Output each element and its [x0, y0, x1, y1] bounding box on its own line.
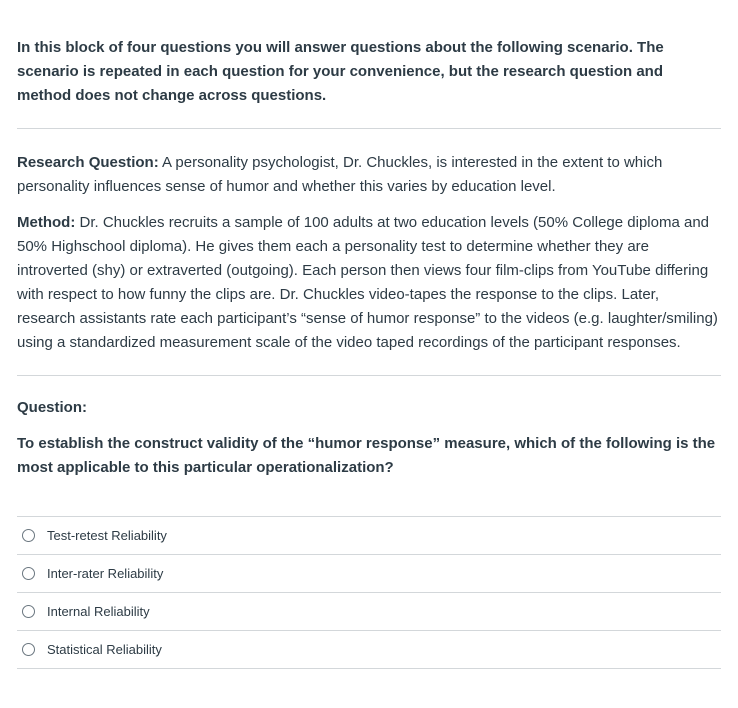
research-question-label: Research Question:	[17, 154, 159, 171]
answer-label: Test-retest Reliability	[47, 527, 167, 543]
radio-button[interactable]	[22, 529, 35, 542]
answer-option-internal[interactable]	[17, 593, 721, 631]
answer-label: Internal Reliability	[47, 603, 150, 619]
block-intro: In this block of four questions you will answer questions about the following scenario. The scenario is repeated in each question for your convenience, but the research question and method does not change across questions.	[17, 39, 664, 104]
question-label: Question:	[17, 399, 87, 416]
radio-button[interactable]	[22, 567, 35, 580]
question-text: To establish the construct validity of the “humor response” measure, which of the following is the most applicable to this particular operationalization?	[17, 435, 716, 476]
answer-label: Inter-rater Reliability	[47, 565, 164, 581]
radio-button[interactable]	[22, 643, 35, 656]
answer-option-test-retest[interactable]	[17, 517, 721, 555]
scenario	[17, 151, 721, 355]
research-question	[17, 151, 721, 199]
research-question-text: A personality psychologist, Dr. Chuckles, is interested in the extent to which personality influences sense of humor and whether this varies by education level.	[17, 154, 663, 195]
method-label: Method:	[17, 214, 76, 231]
answer-options	[17, 516, 721, 669]
divider	[17, 128, 721, 129]
method-text: Dr. Chuckles recruits a sample of 100 adults at two education levels (50% College diploma and 50% Highschool diploma). He gives them each a personality test to determine whether they are introverted (shy) or extraverted (outgoing). Each person then views four film-clips from YouTube differing with respect to how funny the clips are. Dr. Chuckles video-tapes the response to the clips. Later, research assistants rate each participant’s “sense of humor response” to the videos (e.g. laughter/smiling) using a standardized measurement scale of the video taped recordings of the participant responses.	[17, 214, 718, 351]
radio-button[interactable]	[22, 605, 35, 618]
answer-option-inter-rater[interactable]	[17, 555, 721, 593]
answer-label: Statistical Reliability	[47, 641, 162, 657]
answer-option-statistical[interactable]	[17, 631, 721, 669]
method	[17, 211, 721, 355]
divider	[17, 375, 721, 376]
